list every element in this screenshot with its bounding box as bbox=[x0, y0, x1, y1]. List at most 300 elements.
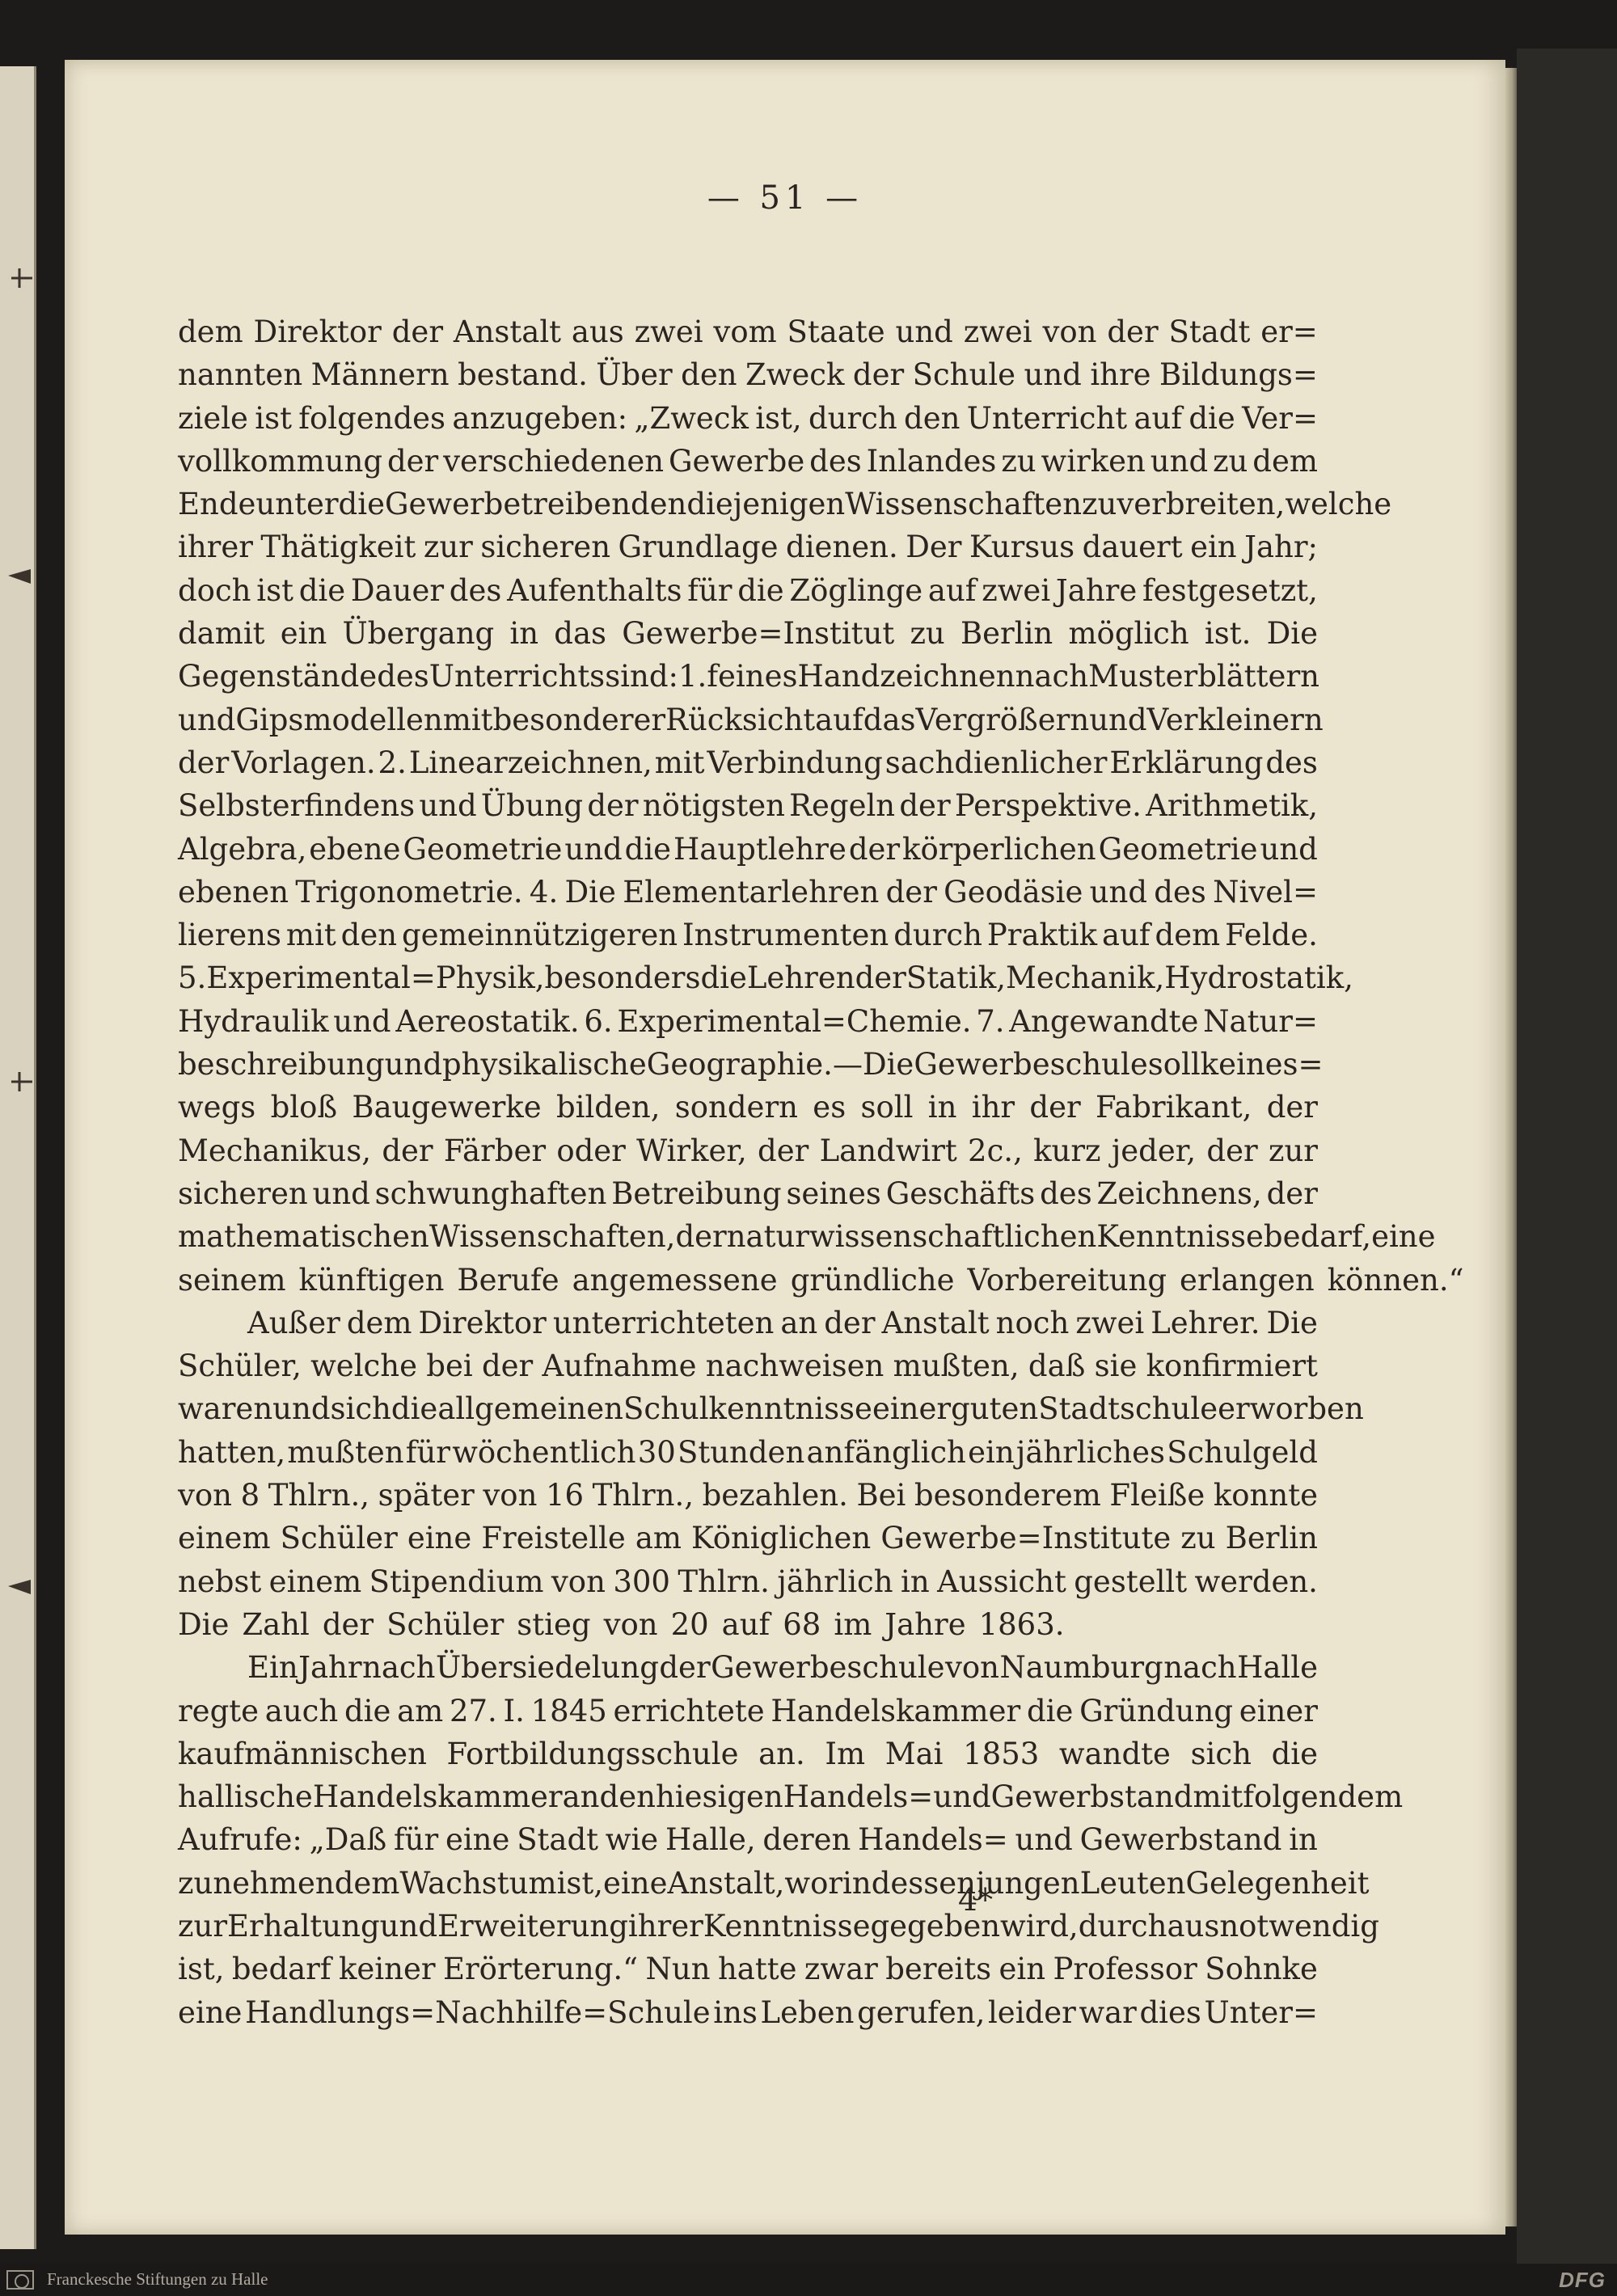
word: Anstalt bbox=[453, 314, 562, 349]
word: Wachstum bbox=[399, 1865, 557, 1901]
word: Mechanikus, bbox=[178, 1133, 372, 1168]
word: zunehmendem bbox=[178, 1865, 400, 1901]
word: kaufmännischen bbox=[178, 1736, 427, 1771]
text-line bbox=[178, 1948, 1318, 1990]
word: ein bbox=[968, 1434, 1015, 1470]
word: Aufnahme bbox=[542, 1348, 697, 1384]
word: Erörterung.“ bbox=[442, 1952, 639, 1987]
word: Stadt bbox=[1168, 314, 1251, 349]
word: Experimental=Chemie. bbox=[617, 1003, 972, 1039]
word: Sohnke bbox=[1205, 1952, 1318, 1987]
word: bedarf, bbox=[1263, 1219, 1372, 1255]
word: „Zweck bbox=[634, 400, 749, 436]
word: wegs bbox=[178, 1090, 256, 1125]
word: Gelegenheit bbox=[1185, 1865, 1370, 1901]
word: Felde. bbox=[1225, 918, 1318, 953]
word: sicheren bbox=[480, 530, 611, 565]
word: der bbox=[885, 874, 937, 910]
text-line bbox=[178, 353, 1318, 396]
text-line bbox=[178, 397, 1318, 440]
word: dem bbox=[1252, 443, 1318, 479]
word: Fortbildungsschule bbox=[446, 1736, 739, 1771]
word: mathematischen bbox=[178, 1219, 429, 1255]
word: zwei bbox=[1075, 1305, 1145, 1340]
word: 68 bbox=[783, 1606, 821, 1642]
word: Ende bbox=[178, 487, 256, 522]
word: 5. bbox=[178, 960, 207, 996]
word: seinem bbox=[178, 1262, 286, 1298]
word: durch bbox=[808, 400, 897, 436]
word: an bbox=[780, 1305, 818, 1340]
word: nachweisen bbox=[705, 1348, 884, 1384]
word: von bbox=[944, 1650, 999, 1686]
word: Erhaltung bbox=[227, 1908, 380, 1944]
text-line bbox=[178, 1431, 1318, 1474]
word: der bbox=[481, 1348, 534, 1384]
word: leider bbox=[987, 1994, 1076, 2030]
word: Hydraulik bbox=[178, 1003, 329, 1039]
word: Kenntnisse bbox=[1096, 1219, 1264, 1255]
word: und bbox=[419, 788, 477, 824]
word: Die bbox=[862, 1047, 914, 1083]
word: Aereostatik. bbox=[395, 1003, 580, 1039]
body-text bbox=[178, 310, 1464, 2034]
word: zu bbox=[1180, 1521, 1216, 1556]
word: Betreibung bbox=[611, 1175, 782, 1211]
word: Aussicht bbox=[937, 1564, 1066, 1599]
word: Algebra, bbox=[178, 831, 307, 867]
text-line bbox=[178, 1646, 1318, 1689]
text-line bbox=[178, 1172, 1318, 1215]
word: zu bbox=[1213, 443, 1248, 479]
text-line bbox=[178, 1690, 1318, 1733]
word: Leben bbox=[760, 1994, 855, 2030]
word: ebenen bbox=[178, 874, 289, 910]
word: konfirmiert bbox=[1146, 1348, 1318, 1384]
word: Jahr; bbox=[1244, 530, 1318, 565]
word: die bbox=[1188, 400, 1235, 436]
word: Thlrn., bbox=[268, 1478, 370, 1513]
word: guten bbox=[951, 1391, 1039, 1427]
word: dauert bbox=[1082, 530, 1183, 565]
word: unterrichteten bbox=[552, 1305, 775, 1340]
word: kurz bbox=[1033, 1133, 1101, 1168]
word: Statik, bbox=[906, 960, 1007, 996]
word: verbreiten, bbox=[1117, 487, 1286, 522]
word: des bbox=[1265, 745, 1318, 780]
word: unter bbox=[255, 487, 339, 522]
word: dienen. bbox=[786, 530, 898, 565]
word: Die bbox=[1266, 616, 1318, 652]
word: bezahlen. bbox=[702, 1478, 848, 1513]
word: von bbox=[603, 1606, 658, 1642]
word: mußten, bbox=[893, 1348, 1020, 1384]
word: 1845 bbox=[530, 1693, 607, 1728]
word: zwei bbox=[982, 572, 1051, 608]
word: ein bbox=[280, 616, 327, 652]
word: Aufenthalts bbox=[507, 572, 682, 608]
word: künftigen bbox=[298, 1262, 445, 1298]
word: Thlrn., bbox=[592, 1478, 695, 1513]
word: Färber bbox=[443, 1133, 547, 1168]
word: 4. bbox=[529, 874, 559, 910]
word: Jahre bbox=[1055, 572, 1138, 608]
word: waren bbox=[178, 1391, 273, 1427]
word: nannten bbox=[178, 357, 303, 393]
word: Thlrn. bbox=[678, 1564, 770, 1599]
word: und bbox=[1150, 443, 1209, 479]
word: stieg bbox=[517, 1606, 591, 1642]
text-line bbox=[178, 1818, 1318, 1861]
text-line bbox=[178, 1000, 1318, 1043]
word: anzugeben: bbox=[452, 400, 628, 436]
word: Bei bbox=[856, 1478, 906, 1513]
word: und bbox=[333, 1003, 391, 1039]
word: von bbox=[178, 1478, 233, 1513]
word: hallische bbox=[178, 1779, 313, 1815]
text-line bbox=[178, 1517, 1318, 1560]
word: schwunghaften bbox=[374, 1175, 607, 1211]
word: Linearzeichnen, bbox=[408, 745, 652, 780]
word: sicheren bbox=[178, 1175, 308, 1211]
word: Musterblättern bbox=[1088, 659, 1319, 694]
word: festgesetzt, bbox=[1142, 572, 1318, 608]
word: Schüler bbox=[280, 1521, 398, 1556]
word: und bbox=[564, 831, 623, 867]
word: Trigonometrie. bbox=[295, 874, 523, 910]
word: in bbox=[509, 616, 539, 652]
word: besonderem bbox=[914, 1478, 1101, 1513]
word: der bbox=[758, 1133, 809, 1168]
institution-label: Franckesche Stiftungen zu Halle bbox=[47, 2269, 268, 2289]
word: Handelskammer bbox=[771, 1693, 1021, 1728]
word: Wirker, bbox=[636, 1133, 747, 1168]
word: eine bbox=[603, 1865, 668, 1901]
word: und bbox=[1024, 357, 1082, 393]
word: den bbox=[599, 1779, 656, 1815]
word: aus bbox=[571, 314, 624, 349]
word: sich bbox=[330, 1391, 391, 1427]
word: sachdienlicher bbox=[884, 745, 1108, 780]
word: Außer bbox=[247, 1305, 340, 1340]
word: naturwissenschaftlichen bbox=[726, 1219, 1097, 1255]
word: Unterrichts bbox=[429, 659, 606, 694]
word: seines bbox=[786, 1175, 881, 1211]
word: bloß bbox=[270, 1090, 338, 1125]
text-line bbox=[178, 1129, 1318, 1172]
word: Jahre bbox=[884, 1606, 966, 1642]
word: es bbox=[813, 1090, 846, 1125]
word: Die bbox=[564, 874, 616, 910]
word: mit bbox=[442, 702, 493, 737]
word: ihrer bbox=[627, 1908, 703, 1944]
word: und bbox=[1089, 874, 1148, 910]
word: Übergang bbox=[342, 616, 495, 652]
word: und bbox=[178, 702, 236, 737]
word: einer bbox=[872, 1391, 952, 1427]
word: war bbox=[1079, 1994, 1137, 2030]
text-line bbox=[178, 871, 1318, 914]
word: dessen bbox=[871, 1865, 977, 1901]
word: Nun bbox=[645, 1952, 711, 1987]
word: bestand. bbox=[458, 357, 588, 393]
word: zur bbox=[178, 1908, 228, 1944]
word: auf bbox=[1102, 918, 1150, 953]
word: einer bbox=[1239, 1693, 1318, 1728]
word: lierens bbox=[178, 918, 281, 953]
word: können.“ bbox=[1327, 1262, 1464, 1298]
word: Leuten bbox=[1079, 1865, 1186, 1901]
word: Handzeichnen bbox=[797, 659, 1015, 694]
text-line bbox=[178, 1086, 1318, 1129]
word: Gewerbeschule bbox=[914, 1047, 1148, 1083]
word: ist, bbox=[178, 1952, 225, 1987]
word: der bbox=[1266, 1090, 1318, 1125]
word: des bbox=[449, 572, 502, 608]
word: an bbox=[562, 1779, 600, 1815]
word: beschreibung bbox=[178, 1047, 385, 1083]
word: Nivel= bbox=[1213, 874, 1318, 910]
word: Stunden bbox=[678, 1434, 805, 1470]
text-line bbox=[178, 569, 1318, 612]
word: und bbox=[384, 1047, 442, 1083]
institution-logo-icon bbox=[6, 2270, 34, 2290]
word: besonders bbox=[544, 960, 701, 996]
word: soll bbox=[1147, 1047, 1201, 1083]
word: nötigsten bbox=[642, 788, 785, 824]
word: möglich bbox=[1068, 616, 1189, 652]
word: Perspektive. bbox=[954, 788, 1142, 824]
word: Thätigkeit bbox=[260, 530, 416, 565]
word: 30 bbox=[637, 1434, 676, 1470]
word: Gewerbe bbox=[668, 443, 805, 479]
word: dies bbox=[1139, 1994, 1201, 2030]
word: oder bbox=[556, 1133, 626, 1168]
word: Bildungs= bbox=[1159, 357, 1318, 393]
word: des bbox=[1040, 1175, 1092, 1211]
word: der bbox=[848, 831, 901, 867]
word: jährlich bbox=[777, 1564, 893, 1599]
word: Anstalt bbox=[881, 1305, 990, 1340]
word: Schüler bbox=[386, 1606, 505, 1642]
word: Berlin bbox=[960, 616, 1053, 652]
word: von bbox=[551, 1564, 606, 1599]
text-line bbox=[178, 1344, 1318, 1387]
word: das bbox=[554, 616, 607, 652]
word: sind: bbox=[605, 659, 678, 694]
word: Erweiterung bbox=[437, 1908, 628, 1944]
word: jährliches bbox=[1015, 1434, 1166, 1470]
word: Stadt bbox=[517, 1822, 599, 1858]
word: Kursus bbox=[969, 530, 1075, 565]
text-line bbox=[178, 525, 1318, 568]
word: Verkleinern bbox=[1146, 702, 1324, 737]
word: der bbox=[322, 1606, 374, 1642]
word: Stadtschule bbox=[1038, 1391, 1218, 1427]
word: Berufe bbox=[457, 1262, 559, 1298]
word: jungen bbox=[976, 1865, 1080, 1901]
word: errichtete bbox=[613, 1693, 765, 1728]
word: Hauptlehre bbox=[673, 831, 846, 867]
word: Gegenstände bbox=[178, 659, 378, 694]
word: Gewerbstand bbox=[990, 1779, 1193, 1815]
word: daß bbox=[1028, 1348, 1086, 1384]
text-line bbox=[178, 956, 1353, 999]
page-number: — 51 — bbox=[707, 179, 863, 217]
word: Schulkenntnisse bbox=[623, 1391, 872, 1427]
word: wirken bbox=[1041, 443, 1146, 479]
word: der bbox=[1266, 1175, 1318, 1211]
word: nach bbox=[362, 1650, 436, 1686]
word: Handels= bbox=[783, 1779, 934, 1815]
word: Jahr bbox=[298, 1650, 362, 1686]
word: der bbox=[855, 960, 906, 996]
word: später bbox=[378, 1478, 475, 1513]
word: notwendig bbox=[1219, 1908, 1379, 1944]
word: hatten, bbox=[178, 1434, 286, 1470]
word: im bbox=[834, 1606, 872, 1642]
word: 27. bbox=[449, 1693, 497, 1728]
text-line bbox=[178, 1905, 1379, 1948]
word: des bbox=[377, 659, 429, 694]
word: zu bbox=[910, 616, 945, 652]
word: durch bbox=[893, 918, 982, 953]
word: Mechanik, bbox=[1006, 960, 1165, 996]
word: Vorbereitung bbox=[967, 1262, 1167, 1298]
word: Rücksicht bbox=[665, 702, 816, 737]
word: keiner bbox=[338, 1952, 436, 1987]
word: Selbsterfindens bbox=[178, 788, 416, 824]
book-page bbox=[65, 60, 1505, 2235]
word: dem bbox=[1155, 918, 1221, 953]
word: die bbox=[298, 572, 346, 608]
book-binding bbox=[1517, 49, 1617, 2264]
word: Direktor bbox=[418, 1305, 547, 1340]
text-line bbox=[178, 310, 1318, 353]
word: Zeichnens, bbox=[1096, 1175, 1262, 1211]
word: sich bbox=[1190, 1736, 1252, 1771]
word: und bbox=[1260, 831, 1318, 867]
word: I. bbox=[503, 1693, 525, 1728]
adjacent-page-edge bbox=[0, 66, 36, 2249]
word: nach bbox=[1163, 1650, 1237, 1686]
word: gerufen, bbox=[857, 1994, 986, 2030]
word: Fabrikant, bbox=[1096, 1090, 1252, 1125]
word: Natur= bbox=[1203, 1003, 1318, 1039]
word: Fleiße bbox=[1109, 1478, 1205, 1513]
word: Unterricht bbox=[966, 400, 1128, 436]
word: Männern bbox=[310, 357, 450, 393]
word: Übersiedelung bbox=[435, 1650, 659, 1686]
word: 6. bbox=[584, 1003, 613, 1039]
word: ist bbox=[256, 572, 293, 608]
word: Halle bbox=[1237, 1650, 1318, 1686]
word: nach bbox=[1015, 659, 1089, 694]
word: wandte bbox=[1058, 1736, 1171, 1771]
word: Aufrufe: bbox=[178, 1822, 302, 1858]
word: den bbox=[904, 400, 960, 436]
word: wöchentlich bbox=[452, 1434, 636, 1470]
word: Die bbox=[178, 1606, 230, 1642]
word: Direktor bbox=[253, 314, 382, 349]
word: Grundlage bbox=[618, 530, 779, 565]
word: doch bbox=[178, 572, 251, 608]
word: mit bbox=[285, 918, 336, 953]
word: Gipsmodellen bbox=[235, 702, 443, 737]
word: allgemeinen bbox=[437, 1391, 623, 1427]
text-line bbox=[178, 741, 1318, 784]
dfg-logo: DFG bbox=[1559, 2268, 1606, 2292]
word: Die bbox=[1266, 1305, 1318, 1340]
word: am bbox=[397, 1693, 444, 1728]
word: soll bbox=[860, 1090, 914, 1125]
word: Gewerbstand bbox=[1079, 1822, 1282, 1858]
word: konnte bbox=[1213, 1478, 1318, 1513]
text-line bbox=[178, 655, 1318, 698]
word: mußten bbox=[287, 1434, 404, 1470]
word: Geschäfts bbox=[885, 1175, 1036, 1211]
word: dem bbox=[346, 1305, 412, 1340]
word: Geometrie bbox=[403, 831, 563, 867]
word: am bbox=[635, 1521, 682, 1556]
text-line bbox=[178, 1215, 1436, 1258]
word: Anstalt, bbox=[667, 1865, 785, 1901]
word: zur bbox=[423, 530, 473, 565]
text-line bbox=[178, 699, 1324, 741]
word: 2. bbox=[378, 745, 407, 780]
word: Im bbox=[825, 1736, 866, 1771]
word: Geometrie bbox=[1098, 831, 1258, 867]
word: der bbox=[852, 357, 905, 393]
margin-arrow bbox=[8, 1580, 31, 1594]
word: 20 bbox=[670, 1606, 709, 1642]
word: besonderer bbox=[492, 702, 666, 737]
word: die bbox=[344, 1693, 391, 1728]
word: der bbox=[386, 443, 439, 479]
word: erlangen bbox=[1180, 1262, 1315, 1298]
word: Praktik bbox=[986, 918, 1098, 953]
signature-mark: 4* bbox=[958, 1882, 994, 1918]
word: feines bbox=[707, 659, 798, 694]
word: anfänglich bbox=[806, 1434, 966, 1470]
text-line bbox=[178, 1302, 1318, 1344]
word: zu bbox=[1082, 487, 1117, 522]
word: Königlichen bbox=[691, 1521, 872, 1556]
word: „Daß bbox=[309, 1822, 387, 1858]
word: nebst bbox=[178, 1564, 262, 1599]
text-line bbox=[178, 483, 1392, 525]
word: einem bbox=[178, 1521, 271, 1556]
word: der bbox=[824, 1305, 876, 1340]
word: die bbox=[1026, 1693, 1074, 1728]
word: er= bbox=[1260, 314, 1318, 349]
word: verschiedenen bbox=[443, 443, 665, 479]
word: vom bbox=[713, 314, 777, 349]
word: der bbox=[587, 788, 639, 824]
word: Geographie. bbox=[646, 1047, 833, 1083]
word: Arithmetik, bbox=[1146, 788, 1318, 824]
word: zwei bbox=[634, 314, 703, 349]
word: körperlichen bbox=[902, 831, 1096, 867]
word: jeder, bbox=[1111, 1133, 1197, 1168]
word: der bbox=[382, 1133, 433, 1168]
word: Staate bbox=[787, 314, 885, 349]
word: Schüler, bbox=[178, 1348, 302, 1384]
word: gestellt bbox=[1074, 1564, 1188, 1599]
word: Vorlagen. bbox=[231, 745, 376, 780]
text-line bbox=[178, 784, 1318, 827]
word: Handlungs=Nachhilfe=Schule bbox=[245, 1994, 711, 2030]
